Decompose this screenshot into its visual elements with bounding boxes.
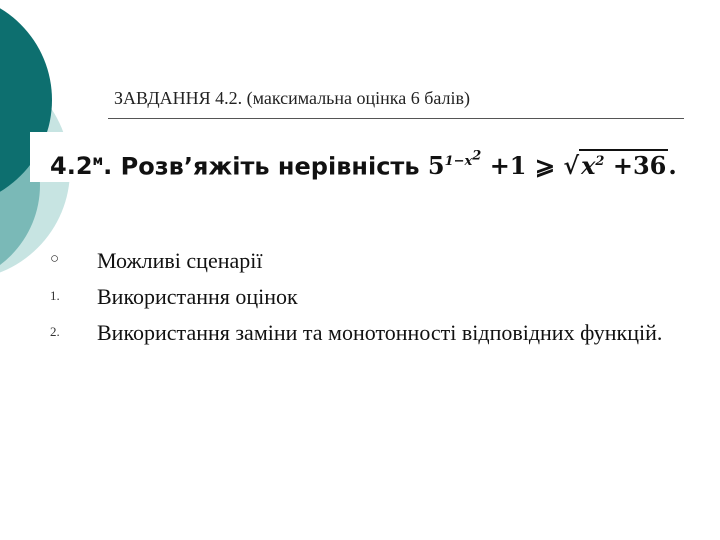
list-item-text: Можливі сценарії	[97, 248, 263, 273]
list-item-text: Використання оцінок	[97, 284, 298, 309]
list-item-number: 2.	[50, 324, 60, 339]
square-root: $√x^2 +36$	[563, 151, 667, 181]
list-item-number: 1.	[50, 288, 60, 303]
slide-title: ЗАВДАННЯ 4.2. (максимальна оцінка 6 балів)	[114, 88, 471, 108]
problem-statement	[30, 132, 677, 182]
list-item	[0, 320, 720, 356]
list-item-text: Використання заміни та монотонності відповідних функцій.	[97, 320, 663, 345]
circle-bullet-icon: ○	[50, 251, 60, 267]
problem-text: Розв’яжіть нерівність	[120, 152, 420, 181]
inequality-formula: $5^{1-x^2} +1$ ⩾ $√x^2 +36$.	[428, 151, 677, 180]
list-item	[0, 248, 720, 284]
title-divider	[108, 118, 684, 119]
solution-list	[0, 248, 720, 356]
list-item	[0, 284, 720, 320]
problem-number: $4.2^м$.	[50, 152, 113, 181]
